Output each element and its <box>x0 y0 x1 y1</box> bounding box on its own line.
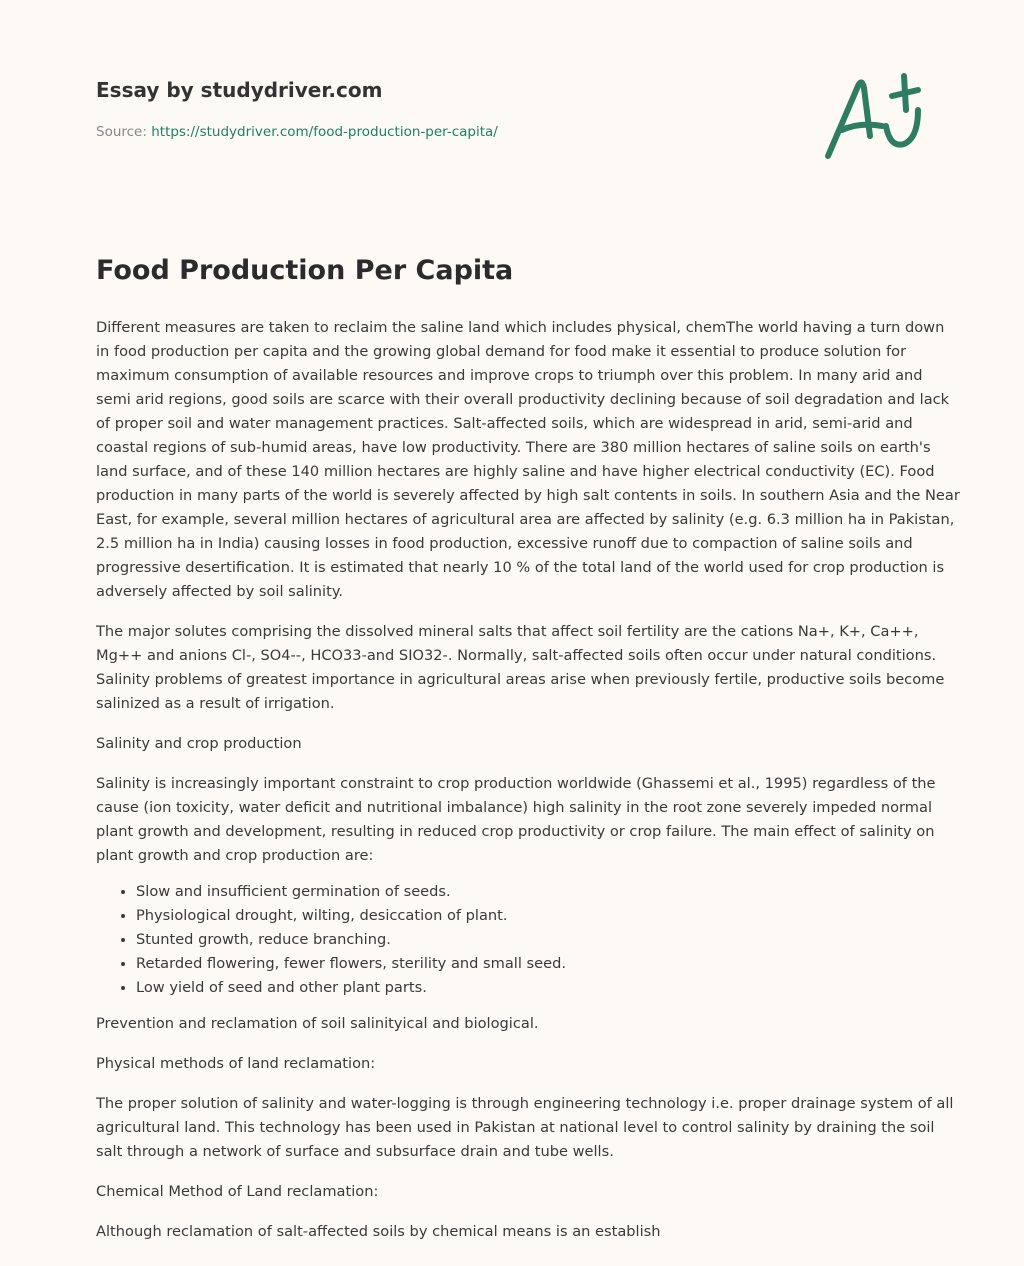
source-label: Source: <box>96 124 147 140</box>
paragraph: Prevention and reclamation of soil salinityical and biological. <box>96 1015 539 1032</box>
a-plus-logo-icon <box>820 66 930 166</box>
essay-body <box>96 316 962 1260</box>
page-title: Food Production Per Capita <box>96 255 514 286</box>
section-heading: Chemical Method of Land reclamation: <box>96 1183 379 1200</box>
section-heading: Physical methods of land reclamation: <box>96 1055 376 1072</box>
section-heading: Salinity and crop production <box>96 735 302 752</box>
paragraph: Salinity is increasingly important constraint to crop production worldwide (Ghassemi et al., 1995) regardless of the cause (ion toxicity, water deficit and nutritional imbalance) high salinity in the root zone severely impeded normal plant growth and development, resulting in reduced crop productivity or crop failure. The main effect of salinity on plant growth and crop production are: <box>96 775 936 864</box>
paragraph: The major solutes comprising the dissolved mineral salts that affect soil fertility are the cations Na+, K+, Ca++, Mg++ and anions Cl-, SO4--, HCO33-and SIO32-. Normally, salt-affected soils often occur under natural conditions. Salinity problems of greatest importance in agricultural areas arise when previously fertile, productive soils become salinized as a result of irrigation. <box>96 623 945 712</box>
list-item: • Stunted growth, reduce branching. <box>136 928 962 952</box>
source-line <box>96 124 498 140</box>
effects-list <box>96 880 962 1000</box>
source-link[interactable]: https://studydriver.com/food-production-per-capita/ <box>151 124 498 140</box>
paragraph: The proper solution of salinity and water-logging is through engineering technology i.e. proper drainage system of all agricultural land. This technology has been used in Pakistan at national level to control salinity by draining the soil salt through a network of surface and subsurface drain and tube wells. <box>96 1095 954 1160</box>
list-item: • Slow and insufficient germination of seeds. <box>136 880 962 904</box>
list-item: • Physiological drought, wilting, desiccation of plant. <box>136 904 962 928</box>
site-brand: Essay by studydriver.com <box>96 78 383 102</box>
list-item: • Low yield of seed and other plant parts. <box>136 976 962 1000</box>
list-item: • Retarded flowering, fewer flowers, sterility and small seed. <box>136 952 962 976</box>
paragraph: Although reclamation of salt-affected soils by chemical means is an establish <box>96 1223 661 1240</box>
paragraph: Different measures are taken to reclaim the saline land which includes physical, chemThe world having a turn down in food production per capita and the growing global demand for food make it essential to produce solution for maximum consumption of available resources and improve crops to triumph over this problem. In many arid and semi arid regions, good soils are scarce with their overall productivity declining because of soil degradation and lack of proper soil and water management practices. Salt-affected soils, which are widespread in arid, semi-arid and coastal regions of sub-humid areas, have low productivity. There are 380 million hectares of saline soils on earth's land surface, and of these 140 million hectares are highly saline and have higher electrical conductivity (EC). Food production in many parts of the world is severely affected by high salt contents in soils. In southern Asia and the Near East, for example, several million hectares of agricultural area are affected by salinity (e.g. 6.3 million ha in Pakistan, 2.5 million ha in India) causing losses in food production, excessive runoff due to compaction of saline soils and progressive desertification. It is estimated that nearly 10 % of the total land of the world used for crop production is adversely affected by soil salinity. <box>96 319 960 600</box>
